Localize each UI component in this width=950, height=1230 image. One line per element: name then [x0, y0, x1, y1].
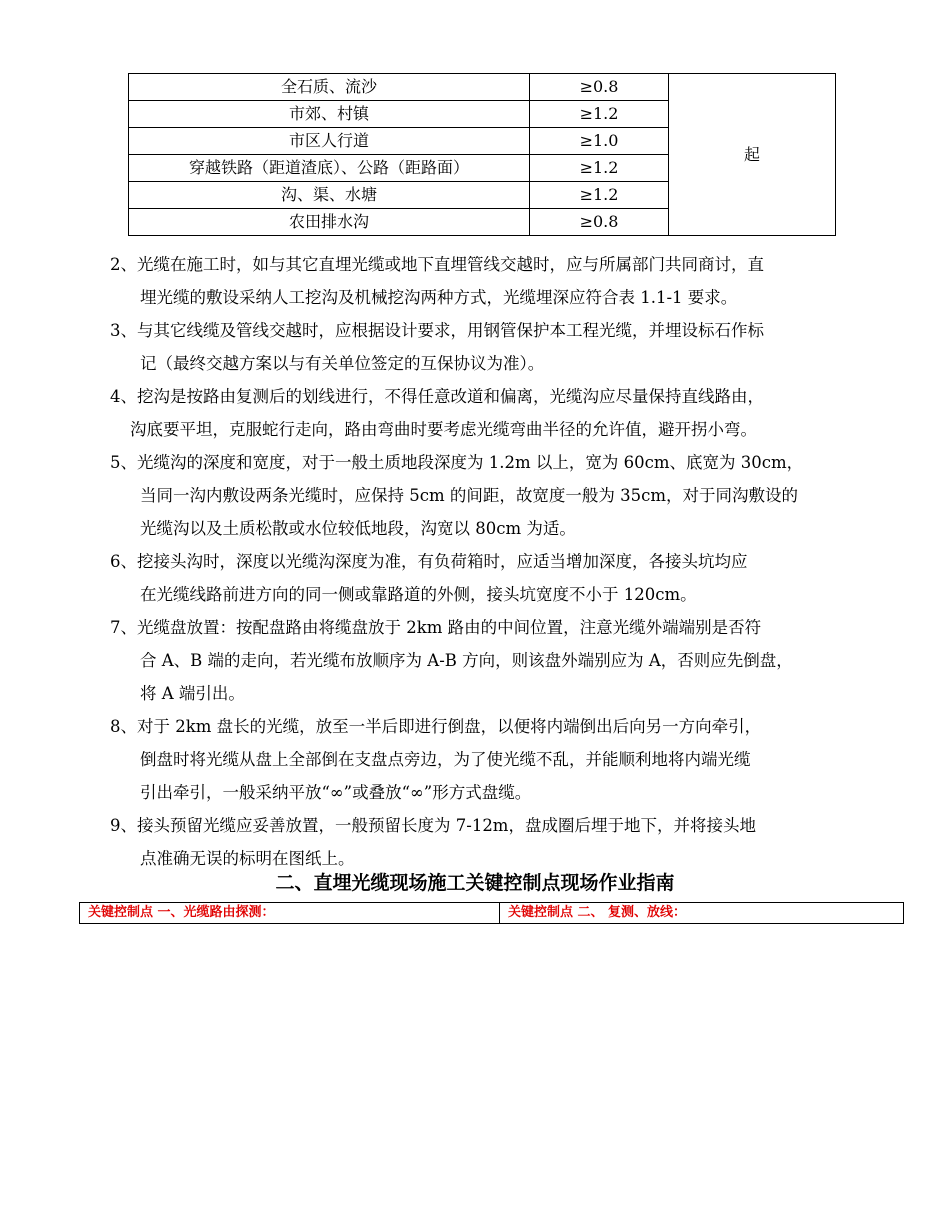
terrain-cell: 全石质、流沙: [129, 74, 530, 101]
paragraph-line: 6、挖接头沟时，深度以光缆沟深度为准，有负荷箱时，应适当增加深度，各接头坑均应: [110, 552, 748, 571]
depth-cell: ≥1.0: [530, 128, 669, 155]
terrain-cell: 市区人行道: [129, 128, 530, 155]
table-row: [80, 903, 904, 924]
list-item: [0, 710, 950, 809]
depth-cell: ≥0.8: [530, 74, 669, 101]
paragraph-line: 8、对于 2km 盘长的光缆，放至一半后即进行倒盘，以便将内端倒出后向另一方向牵引，: [110, 717, 762, 736]
control-points-table: [79, 902, 904, 924]
table-row: [129, 74, 836, 101]
list-item: [0, 314, 950, 380]
depth-cell: ≥1.2: [530, 182, 669, 209]
paragraph-line: 将 A 端引出。: [140, 684, 245, 703]
depth-cell: ≥0.8: [530, 209, 669, 236]
control-point-2-cell: 关键控制点 二、 复测、放线：: [500, 903, 904, 924]
list-item: [0, 446, 950, 545]
paragraph-line: 埋光缆的敷设采纳人工挖沟及机械挖沟两种方式，光缆埋深应符合表 1.1-1 要求。: [140, 288, 738, 307]
depth-cell: ≥1.2: [530, 101, 669, 128]
requirements-list: [0, 248, 950, 875]
paragraph-line: 当同一沟内敷设两条光缆时，应保持 5cm 的间距，故宽度一般为 35cm，对于同沟敷设的: [140, 486, 799, 505]
list-item: [0, 545, 950, 611]
paragraph-line: 2、光缆在施工时，如与其它直埋光缆或地下直埋管线交越时，应与所属部门共同商讨，直: [110, 255, 764, 274]
section-title: 二、直埋光缆现场施工关键控制点现场作业指南: [275, 872, 675, 894]
paragraph-line: 引出牵引，一般采纳平放“∞”或叠放“∞”形方式盘缆。: [140, 783, 532, 802]
paragraph-line: 点准确无误的标明在图纸上。: [140, 849, 355, 868]
depth-cell: ≥1.2: [530, 155, 669, 182]
list-item: [0, 611, 950, 710]
paragraph-line: 倒盘时将光缆从盘上全部倒在支盘点旁边，为了使光缆不乱，并能顺利地将内端光缆: [140, 750, 751, 769]
list-item: [0, 809, 950, 875]
paragraph-line: 沟底要平坦，克服蛇行走向，路由弯曲时要考虑光缆弯曲半径的允许值，避开拐小弯。: [130, 420, 757, 439]
remark-cell: 起: [669, 74, 836, 236]
paragraph-line: 7、光缆盘放置：按配盘路由将缆盘放于 2km 路由的中间位置，注意光缆外端端别是否符: [110, 618, 762, 637]
paragraph-line: 5、光缆沟的深度和宽度，对于一般土质地段深度为 1.2m 以上，宽为 60cm、底宽为 30cm，: [110, 453, 804, 472]
paragraph-line: 4、挖沟是按路由复测后的划线进行，不得任意改道和偏离，光缆沟应尽量保持直线路由，: [110, 387, 764, 406]
list-item: [0, 248, 950, 314]
paragraph-line: 3、与其它线缆及管线交越时，应根据设计要求，用钢管保护本工程光缆，并埋设标石作标: [110, 321, 764, 340]
terrain-cell: 穿越铁路（距道渣底）、公路（距路面）: [129, 155, 530, 182]
terrain-cell: 农田排水沟: [129, 209, 530, 236]
control-point-1-cell: 关键控制点 一、光缆路由探测：: [80, 903, 500, 924]
list-item: [0, 380, 950, 446]
burial-depth-table: [128, 73, 836, 236]
terrain-cell: 市郊、村镇: [129, 101, 530, 128]
paragraph-line: 合 A、B 端的走向，若光缆布放顺序为 A-B 方向，则该盘外端别应为 A，否则应先倒盘，: [140, 651, 793, 670]
paragraph-line: 9、接头预留光缆应妥善放置，一般预留长度为 7-12m，盘成圈后埋于地下，并将接头地: [110, 816, 756, 835]
paragraph-line: 记（最终交越方案以与有关单位签定的互保协议为准）。: [140, 354, 545, 373]
paragraph-line: 在光缆线路前进方向的同一侧或靠路道的外侧，接头坑宽度不小于 120cm。: [140, 585, 697, 604]
terrain-cell: 沟、渠、水塘: [129, 182, 530, 209]
paragraph-line: 光缆沟以及土质松散或水位较低地段，沟宽以 80cm 为适。: [140, 519, 576, 538]
